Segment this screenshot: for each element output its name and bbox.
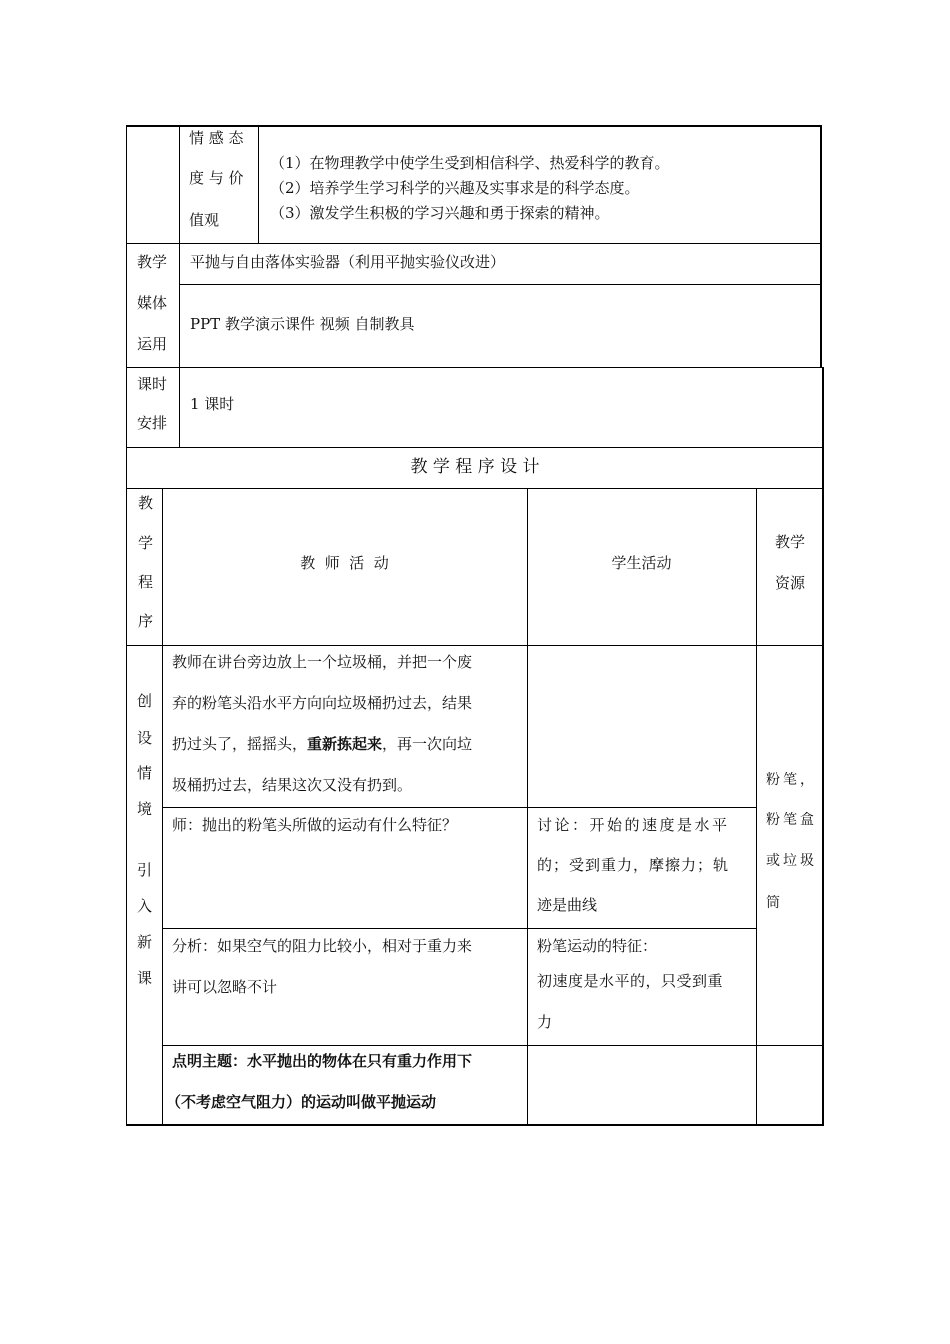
row3-teacher-line-1: 分析：如果空气的阻力比较小，相对于重力来 [172,937,473,955]
row1-teacher-line-3-post: ，再一次向垃 [382,735,473,753]
media-label-line-3: 运用 [137,335,168,353]
stage-char-1: 创 [137,692,153,710]
row1-teacher-line-3-pre: 扔过头了，摇摇头， [172,735,308,753]
header-resource-line-2: 资源 [774,574,805,592]
schedule-col-line [179,367,180,448]
goals-sub-label-line-1: 情 感 态 [189,129,244,147]
design-title-bottom-line [126,488,824,489]
stage-char-3: 情 [137,764,153,782]
row2-student-line-3: 迹是曲线 [537,896,598,914]
media-label-line-1: 教学 [137,253,168,271]
row1-teacher-line-1: 教师在讲台旁边放上一个垃圾桶，并把一个废 [172,653,473,671]
row2-bottom-line [162,928,757,929]
row3-student-line-1: 粉笔运动的特征： [537,937,658,955]
goals-col-line-1 [179,125,180,243]
design-header-bottom-line [126,645,824,646]
row3-student-line-2: 初速度是水平的，只受到重 [537,972,724,990]
header-col1-line-1: 教 [138,494,154,512]
row1-teacher-line-3 [172,733,472,754]
goals-item-2: （2）培养学生学习科学的兴趣及实事求是的科学态度。 [270,179,640,197]
schedule-value: 1 课时 [190,395,235,413]
header-col1-line-3: 程 [138,573,154,591]
header-col1-line-2: 学 [138,534,154,552]
schedule-label-line-2: 安排 [137,414,168,432]
row4-teacher-line-1: 点明主题：水平抛出的物体在只有重力作用下 [172,1052,473,1070]
media-item-1: 平抛与自由落体实验器（利用平抛实验仪改进） [190,253,506,271]
table-border-top [126,125,821,127]
stage-char-2: 设 [137,729,153,747]
media-col-line [179,243,180,367]
header-col1-line-4: 序 [138,612,154,630]
header-student: 学生活动 [611,554,672,572]
header-teacher: 教 师 活 动 [300,554,389,572]
stage-char-7: 入 [137,897,153,915]
schedule-bottom-line [126,447,824,448]
resource-line-1: 粉笔， [766,772,817,788]
row1-teacher-line-4: 圾桶扔过去，结果这次又没有扔到。 [172,776,413,794]
media-row-line [179,284,821,285]
media-bottom-line [126,367,824,368]
schedule-label-line-1: 课时 [137,375,168,393]
goals-bottom-line [126,243,821,244]
table-border-bottom [126,1124,824,1126]
stage-char-9: 课 [137,969,153,987]
row3-student-line-3: 力 [537,1013,553,1031]
row1-teacher-line-2: 弃的粉笔头沿水平方向向垃圾桶扔过去，结果 [172,694,473,712]
row2-student-line-2: 的；受到重力，摩擦力；轨 [537,856,730,874]
stage-char-8: 新 [137,933,153,951]
goals-col-line-2 [258,125,259,243]
media-item-2: PPT 教学演示课件 视频 自制教具 [190,315,415,333]
goals-sub-label-line-2: 度 与 价 [189,169,244,187]
row2-student-line-1: 讨论：开始的速度是水平 [537,816,730,834]
table-border-left [126,125,127,1126]
row3-bottom-line [162,1045,824,1046]
row4-teacher-line-2: （不考虑空气阻力）的运动叫做平抛运动 [166,1093,437,1111]
resource-line-3: 或垃圾 [766,853,817,869]
row1-bottom-line [162,807,757,808]
resource-line-2: 粉笔盒 [766,812,817,828]
goals-item-1: （1）在物理教学中使学生受到相信科学、热爱科学的教育。 [270,154,670,172]
media-label-line-2: 媒体 [137,294,168,312]
row1-teacher-line-3-bold: 重新拣起来 [307,735,383,753]
header-resource-line-1: 教学 [774,533,805,551]
table-border-right-upper [820,125,822,367]
goals-item-3: （3）激发学生积极的学习兴趣和勇于探索的精神。 [270,204,610,222]
table-border-right-lower [822,367,824,1126]
stage-char-6: 引 [137,861,153,879]
stage-char-4: 境 [137,800,153,818]
goals-sub-label-line-3: 值观 [189,211,220,229]
resource-line-4: 筒 [766,895,780,911]
row3-teacher-line-2: 讲可以忽略不计 [172,978,278,996]
design-title: 教 学 程 序 设 计 [410,457,540,477]
row2-teacher-line-1: 师：抛出的粉笔头所做的运动有什么特征？ [172,816,458,834]
